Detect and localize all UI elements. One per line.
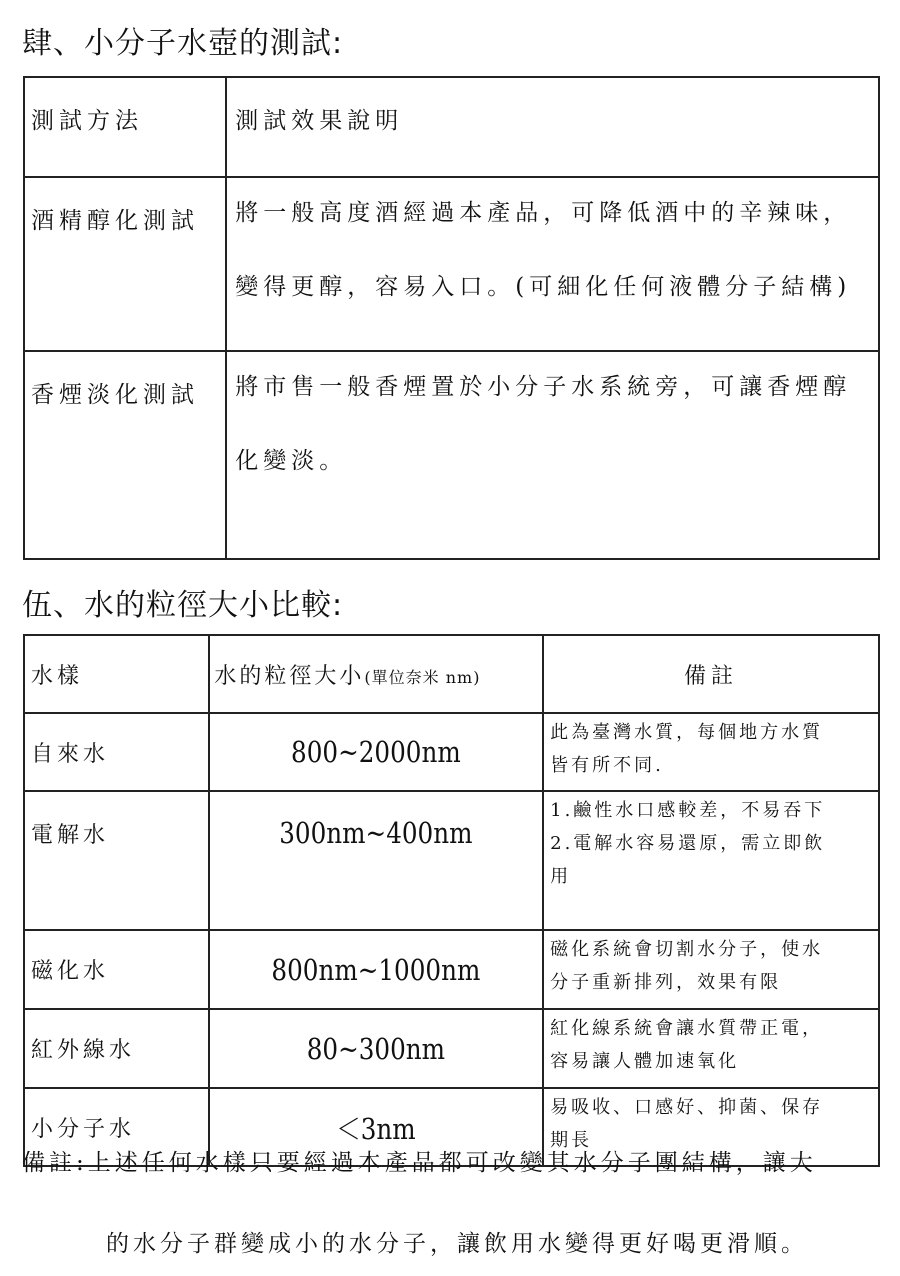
footer-line-2: 的水分子群變成小的水分子，讓飲用水變得更好喝更滑順。	[106, 1231, 808, 1257]
header-sample: 水樣	[24, 635, 209, 713]
note-line: 1.鹼性水口感較差，不易吞下	[550, 800, 826, 821]
particle-size: ＜3nm	[234, 1088, 518, 1166]
table-row	[24, 713, 879, 791]
table-row	[24, 177, 879, 351]
particle-size: 80~300nm	[234, 1009, 518, 1088]
test-effect	[226, 177, 879, 351]
water-sample: 電解水	[24, 791, 209, 930]
section-5-title: 伍、水的粒徑大小比較:	[22, 588, 344, 623]
particle-size: 300nm~400nm	[234, 791, 518, 930]
water-sample: 磁化水	[24, 930, 209, 1009]
note-line: 用	[550, 866, 572, 887]
particle-size: 800~2000nm	[234, 713, 518, 791]
header-effect: 測試效果說明	[226, 77, 879, 177]
header-size-unit: (單位奈米 nm)	[364, 667, 481, 687]
test-method: 酒精醇化測試	[24, 177, 226, 351]
note-line: 容易讓人體加速氧化	[550, 1051, 740, 1072]
water-sample: 小分子水	[24, 1088, 209, 1166]
water-note	[543, 713, 879, 791]
test-effect	[226, 351, 879, 559]
table-row	[24, 1009, 879, 1088]
effect-line: 化變淡。	[235, 448, 348, 474]
note-line: 2.電解水容易還原，需立即飲	[550, 833, 826, 854]
particle-size: 800nm~1000nm	[234, 930, 518, 1009]
effect-line: 變得更醇，容易入口。(可細化任何液體分子結構)	[235, 274, 852, 300]
note-line: 期長	[550, 1130, 593, 1151]
water-note	[543, 791, 879, 930]
water-note	[543, 1009, 879, 1088]
footer-line-1: 備註:上述任何水樣只要經過本產品都可改變其水分子團結構，讓大	[22, 1150, 817, 1176]
table-header-row	[24, 635, 879, 713]
note-line: 此為臺灣水質，每個地方水質	[550, 722, 824, 743]
test-method: 香煙淡化測試	[24, 351, 226, 559]
note-line: 皆有所不同.	[550, 755, 664, 776]
header-note: 備註	[543, 635, 879, 713]
water-sample: 自來水	[24, 713, 209, 791]
water-note	[543, 930, 879, 1009]
table-row	[24, 351, 879, 559]
table-row	[24, 930, 879, 1009]
water-sample: 紅外線水	[24, 1009, 209, 1088]
effect-line: 將市售一般香煙置於小分子水系統旁，可讓香煙醇	[235, 374, 852, 400]
note-line: 磁化系統會切割水分子，使水	[550, 939, 824, 960]
table-header-row	[24, 77, 879, 177]
header-method: 測試方法	[24, 77, 226, 177]
particle-size-table	[23, 634, 880, 1167]
section-4-title: 肆、小分子水壺的測試:	[22, 26, 344, 61]
table-row	[24, 791, 879, 930]
footer-note	[22, 1144, 882, 1258]
header-size	[209, 635, 543, 713]
note-line: 分子重新排列，效果有限	[550, 972, 782, 993]
effect-line: 將一般高度酒經過本產品，可降低酒中的辛辣味，	[235, 200, 852, 226]
header-size-label: 水的粒徑大小	[214, 663, 365, 689]
note-line: 紅化線系統會讓水質帶正電，	[550, 1018, 824, 1039]
test-results-table	[23, 76, 880, 560]
note-line: 易吸收、口感好、抑菌、保存	[550, 1097, 824, 1118]
